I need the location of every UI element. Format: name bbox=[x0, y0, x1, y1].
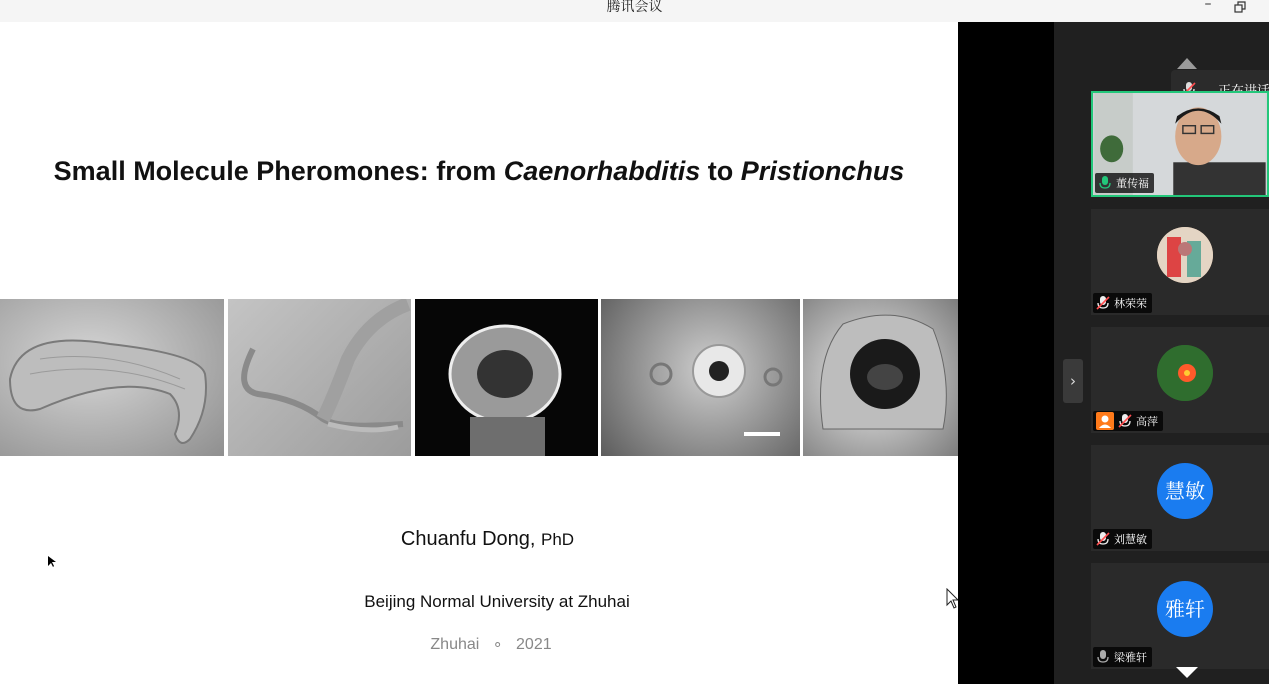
micrograph-mouth-open bbox=[803, 299, 958, 456]
cursor-icon bbox=[48, 556, 56, 568]
slide-title-genus-1: Caenorhabditis bbox=[503, 156, 701, 186]
slide-title-genus-2: Pristionchus bbox=[740, 156, 905, 186]
host-icon bbox=[1096, 412, 1114, 430]
affiliation: Beijing Normal University at Zhuhai bbox=[364, 592, 630, 611]
place: Zhuhai bbox=[430, 636, 480, 653]
micrograph-worms-mating bbox=[228, 299, 411, 456]
mic-icon bbox=[1096, 650, 1110, 664]
author-degree: PhD bbox=[541, 530, 575, 549]
restore-icon[interactable] bbox=[1230, 0, 1250, 16]
mic-muted-icon bbox=[1096, 532, 1110, 546]
micrograph-mouth-dark bbox=[415, 299, 598, 456]
micrograph-head-closeup bbox=[601, 299, 800, 456]
author-line bbox=[0, 528, 958, 551]
participant-tile[interactable] bbox=[1091, 209, 1269, 315]
mic-muted-icon bbox=[1118, 414, 1132, 428]
chevron-down-icon[interactable] bbox=[1176, 667, 1198, 678]
participant-name-tag bbox=[1093, 647, 1152, 667]
avatar-initials: 慧敏 bbox=[1157, 463, 1213, 519]
participant-tile[interactable] bbox=[1091, 445, 1269, 551]
participant-name-tag bbox=[1093, 529, 1152, 549]
participant-name: 梁雅轩 bbox=[1114, 651, 1147, 664]
window-title: 腾讯会议 bbox=[606, 0, 663, 15]
avatar bbox=[1157, 345, 1213, 401]
chevron-up-icon[interactable] bbox=[1177, 58, 1197, 69]
collapse-sidebar-button[interactable] bbox=[1063, 359, 1083, 403]
author-name: Chuanfu Dong, bbox=[400, 528, 536, 550]
participant-tile[interactable] bbox=[1091, 327, 1269, 433]
participant-tile[interactable] bbox=[1091, 91, 1269, 197]
slide-title-text: Small Molecule Pheromones: from bbox=[53, 156, 504, 186]
title-bar bbox=[0, 0, 1269, 22]
video-area-gap bbox=[958, 22, 1054, 684]
place-year bbox=[0, 634, 958, 654]
participant-name-tag bbox=[1093, 293, 1152, 313]
participant-tile[interactable] bbox=[1091, 563, 1269, 669]
avatar bbox=[1157, 227, 1213, 283]
shared-slide bbox=[0, 22, 958, 684]
year: 2021 bbox=[516, 636, 552, 653]
participant-name-tag bbox=[1093, 411, 1163, 431]
mic-muted-icon bbox=[1096, 296, 1110, 310]
minimize-icon[interactable]: – bbox=[1204, 0, 1212, 12]
micrograph-worm-curled bbox=[0, 299, 224, 456]
mic-icon bbox=[1098, 176, 1112, 190]
slide-title bbox=[0, 156, 958, 187]
slide-title-connector: to bbox=[700, 156, 741, 186]
participant-name-tag bbox=[1095, 173, 1154, 193]
chevron-right-icon: › bbox=[1070, 372, 1076, 390]
participant-name: 高萍 bbox=[1136, 415, 1158, 428]
avatar-initials: 雅轩 bbox=[1157, 581, 1213, 637]
participant-name: 林荣荣 bbox=[1114, 297, 1147, 310]
participant-name: 刘慧敏 bbox=[1114, 533, 1147, 546]
participant-name: 董传福 bbox=[1116, 177, 1149, 190]
separator: ∘ bbox=[492, 636, 503, 653]
